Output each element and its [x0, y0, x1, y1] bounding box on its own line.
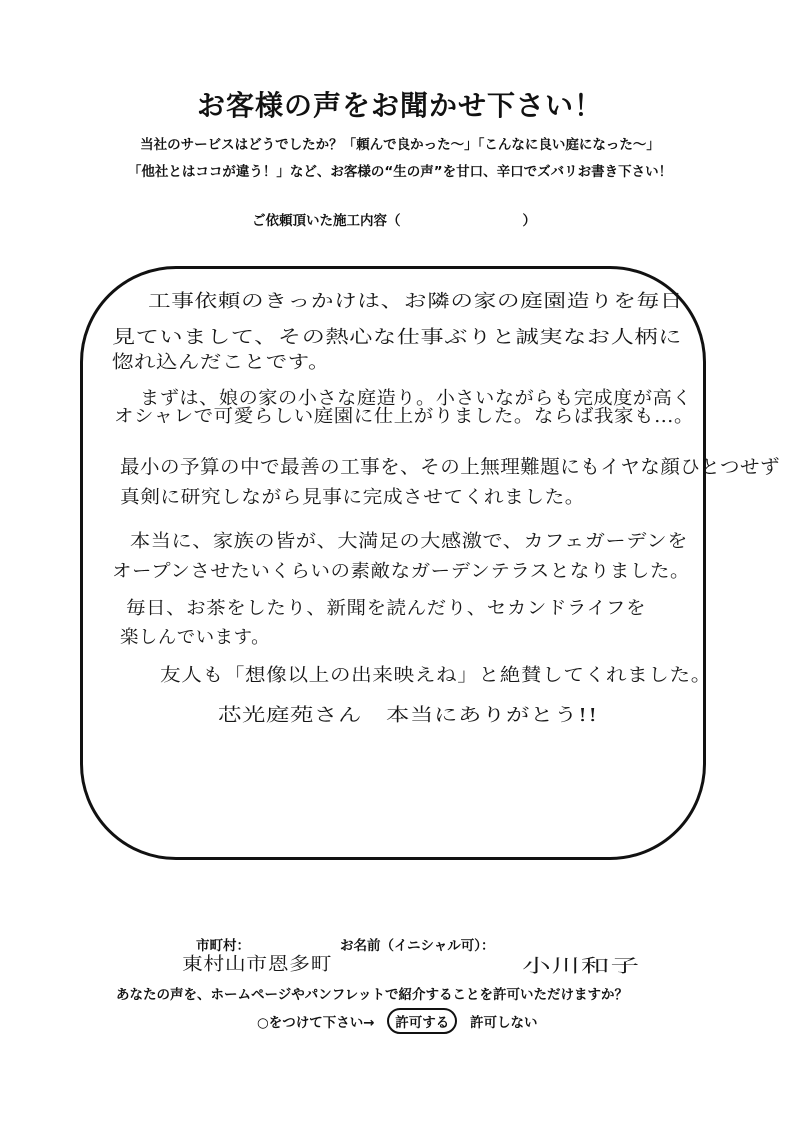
subtitle-line-2: 「他社とはココが違う！」など、お客様の“生の声”を甘口、辛口でズバリお書き下さい！ — [127, 164, 673, 180]
request-close: ） — [522, 213, 536, 229]
comment-line: まずは、娘の家の小さな庭造り。小さいながらも完成度が高く — [140, 388, 692, 409]
consent-instruction: ○をつけて下さい→ — [257, 1015, 375, 1031]
comment-line: 最小の予算の中で最善の工事を、その上無理難題にもイヤな顔ひとつせず — [120, 456, 780, 478]
request-label: ご依頼頂いた施工内容（ — [252, 213, 401, 229]
comment-line: 真剣に研究しながら見事に完成させてくれました。 — [120, 487, 546, 508]
comment-line: 惚れ込んだことです。 — [112, 352, 330, 373]
comment-line: 見ていまして、その熱心な仕事ぶりと誠実なお人柄に — [112, 327, 682, 348]
comment-line: 芯光庭苑さん 本当にありがとう!! — [218, 705, 598, 726]
request-field[interactable] — [252, 209, 536, 229]
comment-line: オープンさせたいくらいの素敵なガーデンテラスとなりました。 — [112, 561, 690, 582]
subtitle-line-1: 当社のサービスはどうでしたか？「頼んで良かった～」「こんなに良い庭になった～」 — [140, 137, 660, 153]
comment-line: 本当に、家族の皆が、大満足の大感激で、カフェガーデンを — [130, 531, 688, 552]
name-label: お名前（イニシャル可）： — [340, 938, 495, 954]
consent-options — [257, 1008, 546, 1034]
consent-question: あなたの声を、ホームページやパンフレットで紹介することを許可いただけますか？ — [116, 987, 629, 1003]
name-value: 小川和子 — [522, 956, 640, 977]
comment-box — [80, 266, 706, 860]
allow-option[interactable]: 許可する — [387, 1008, 457, 1034]
comment-line: オシャレで可愛らしい庭園に仕上がりました。ならば我家も…。 — [114, 406, 694, 427]
page-title: お客様の声をお聞かせ下さい！ — [196, 89, 603, 122]
comment-line: 毎日、お茶をしたり、新聞を読んだり、セカンドライフを — [126, 598, 646, 619]
comment-line: 楽しんでいます。 — [120, 627, 270, 648]
deny-option[interactable]: 許可しない — [470, 1015, 538, 1031]
comment-line: 友人も「想像以上の出来映えね」と絶賛してくれました。 — [160, 665, 641, 686]
comment-line: 工事依頼のきっかけは、お隣の家の庭園造りを毎日 — [148, 291, 683, 312]
city-label: 市町村： — [196, 938, 250, 954]
city-value: 東村山市恩多町 — [182, 954, 332, 975]
